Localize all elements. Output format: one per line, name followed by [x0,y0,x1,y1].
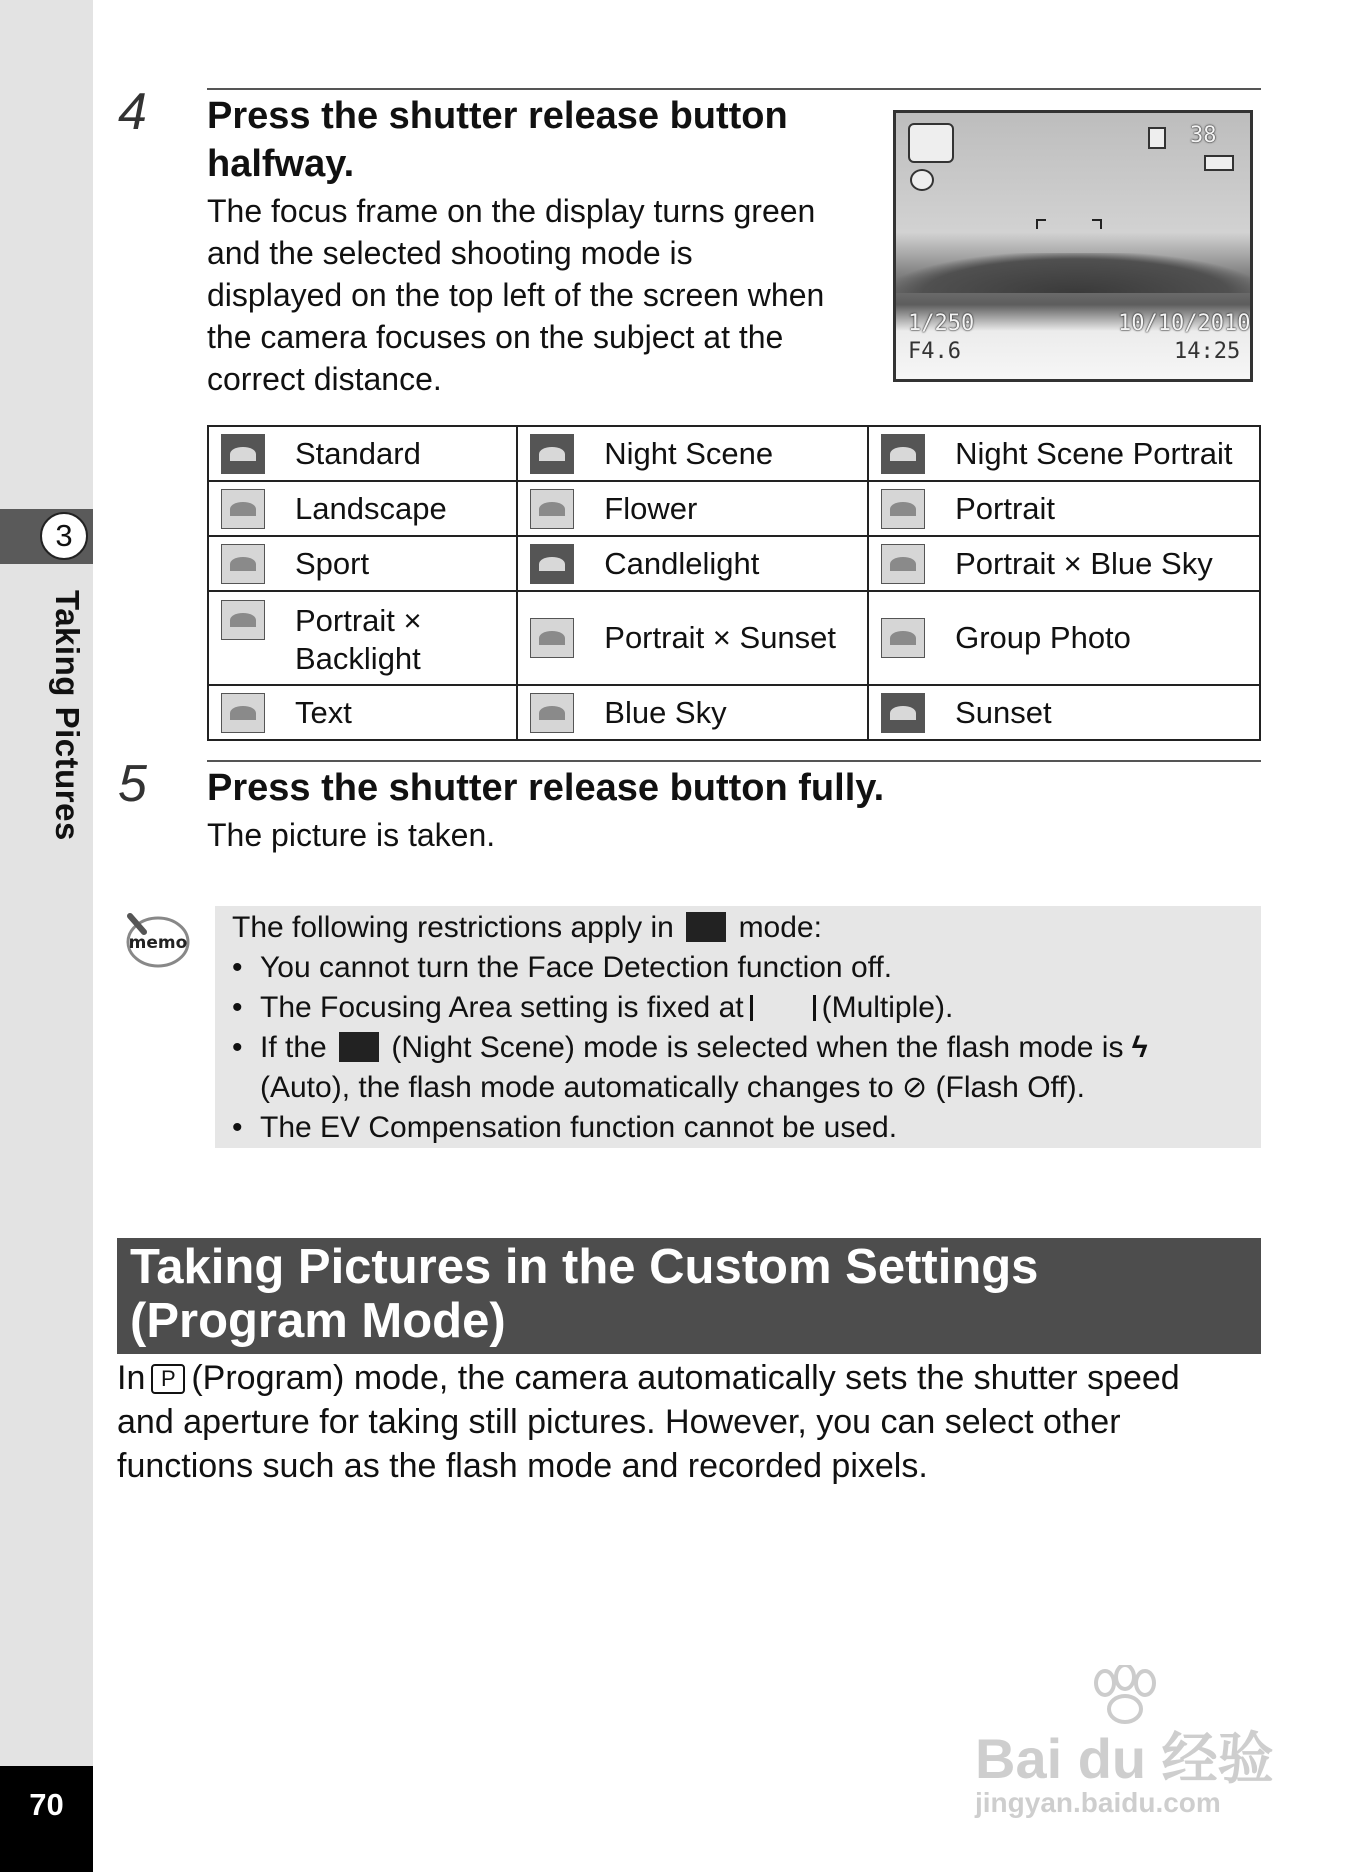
table-row [208,536,1260,591]
step4-title [207,92,788,188]
section-body: In P (Program) mode, the camera automatically sets the shutter speed and aperture for taking still pictures. However, you can select other functions such as the flash mode and recorded pixels. [117,1359,1180,1485]
step4-title-line2: halfway. [207,143,355,185]
shots-remaining: 38 [1190,123,1217,148]
table-row [208,685,1260,740]
step5-title: Press the shutter release button fully. [207,767,885,809]
memo-intro: The following restrictions apply in mode: [232,911,822,944]
palm-trees-silhouette [896,253,1253,293]
sport-icon [221,544,265,584]
mode-label: Portrait [955,490,1056,526]
shutter-speed: 1/250 [908,311,975,336]
baidu-watermark [975,1665,1295,1825]
step4-rule [207,88,1261,90]
camera-lcd-preview [893,110,1253,382]
watermark-brand: Bai du 经验 [975,1727,1274,1790]
list-item: • You cannot turn the Face Detection function off. [232,948,1242,988]
mode-label: Candlelight [604,545,760,581]
flash-off-icon: ⊘ [902,1071,928,1104]
list-item: • The EV Compensation function cannot be used. [232,1108,1242,1148]
mode-label: Night Scene [604,435,774,471]
memo-icon-label: memo [128,933,188,953]
time-readout: 14:25 [1174,339,1241,364]
table-row [208,481,1260,536]
mode-label: Landscape [295,490,447,526]
section-title: Taking Pictures in the Custom Settings (Program Mode) [130,1240,1039,1348]
list-item: • The Focusing Area setting is fixed at (Multiple). [232,988,1242,1028]
mode-label: Night Scene Portrait [955,435,1233,471]
flash-auto-icon: ϟ [1131,1031,1148,1064]
night-scene-icon [530,434,574,474]
mode-label: Text [295,694,352,730]
mode-label: Portrait × Blue Sky [955,545,1213,581]
portrait-backlight-icon [221,600,265,640]
mode-label: Portrait × Sunset [604,620,837,655]
sunset-icon [881,693,925,733]
focus-frame-corner [1036,219,1046,229]
list-item: • If the (Night Scene) mode is selected when the flash mode is ϟ (Auto), the flash mode automatically changes to ⊘ (Flash Off). [232,1028,1242,1108]
memo-list [232,948,1242,1148]
landscape-icon [221,489,265,529]
auto-picture-icon [221,434,265,474]
face-detection-icon [910,169,934,191]
mode-label: Portrait × Backlight [295,603,422,676]
battery-icon [1204,155,1234,171]
aperture: F4.6 [908,339,961,364]
mode-label: Flower [604,490,698,526]
memory-card-icon [1148,127,1166,149]
blue-sky-icon [530,693,574,733]
shooting-modes-table [207,425,1261,741]
watermark-url: jingyan.baidu.com [975,1787,1221,1818]
table-row [208,591,1260,685]
date-readout: 10/10/2010 [1118,311,1251,336]
auto-picture-icon [686,912,726,942]
step5-number: 5 [118,755,147,813]
table-row [208,426,1260,481]
chapter-sidebar [0,0,93,1872]
step4-number: 4 [118,83,147,141]
step4-body: The focus frame on the display turns green and the selected shooting mode is displayed on the top left of the screen when the camera focuses on the subject at the correct distance. [207,193,825,397]
night-scene-icon [339,1032,379,1062]
portrait-icon [881,489,925,529]
mode-label: Sunset [955,694,1052,730]
portrait-sunset-icon [530,618,574,658]
portrait-blue-sky-icon [881,544,925,584]
candlelight-icon [530,544,574,584]
chapter-title: Taking Pictures [49,590,86,841]
mode-label: Standard [295,435,421,471]
mode-label: Blue Sky [604,694,727,730]
multiple-focus-area-icon [750,995,816,1021]
focus-frame-corner [1092,219,1102,229]
step4-title-line1: Press the shutter release button [207,95,788,137]
mode-label: Group Photo [955,620,1131,655]
chapter-number: 3 [40,512,88,560]
memo-icon [122,910,192,968]
program-mode-icon: P [151,1364,185,1394]
night-scene-portrait-icon [881,434,925,474]
step5-body: The picture is taken. [207,817,496,853]
mode-label: Sport [295,545,370,581]
text-mode-icon [221,693,265,733]
flower-icon [530,489,574,529]
group-photo-icon [881,618,925,658]
step5-rule [207,760,1261,762]
landscape-mode-icon [908,123,954,163]
page-number: 70 [29,1787,64,1822]
